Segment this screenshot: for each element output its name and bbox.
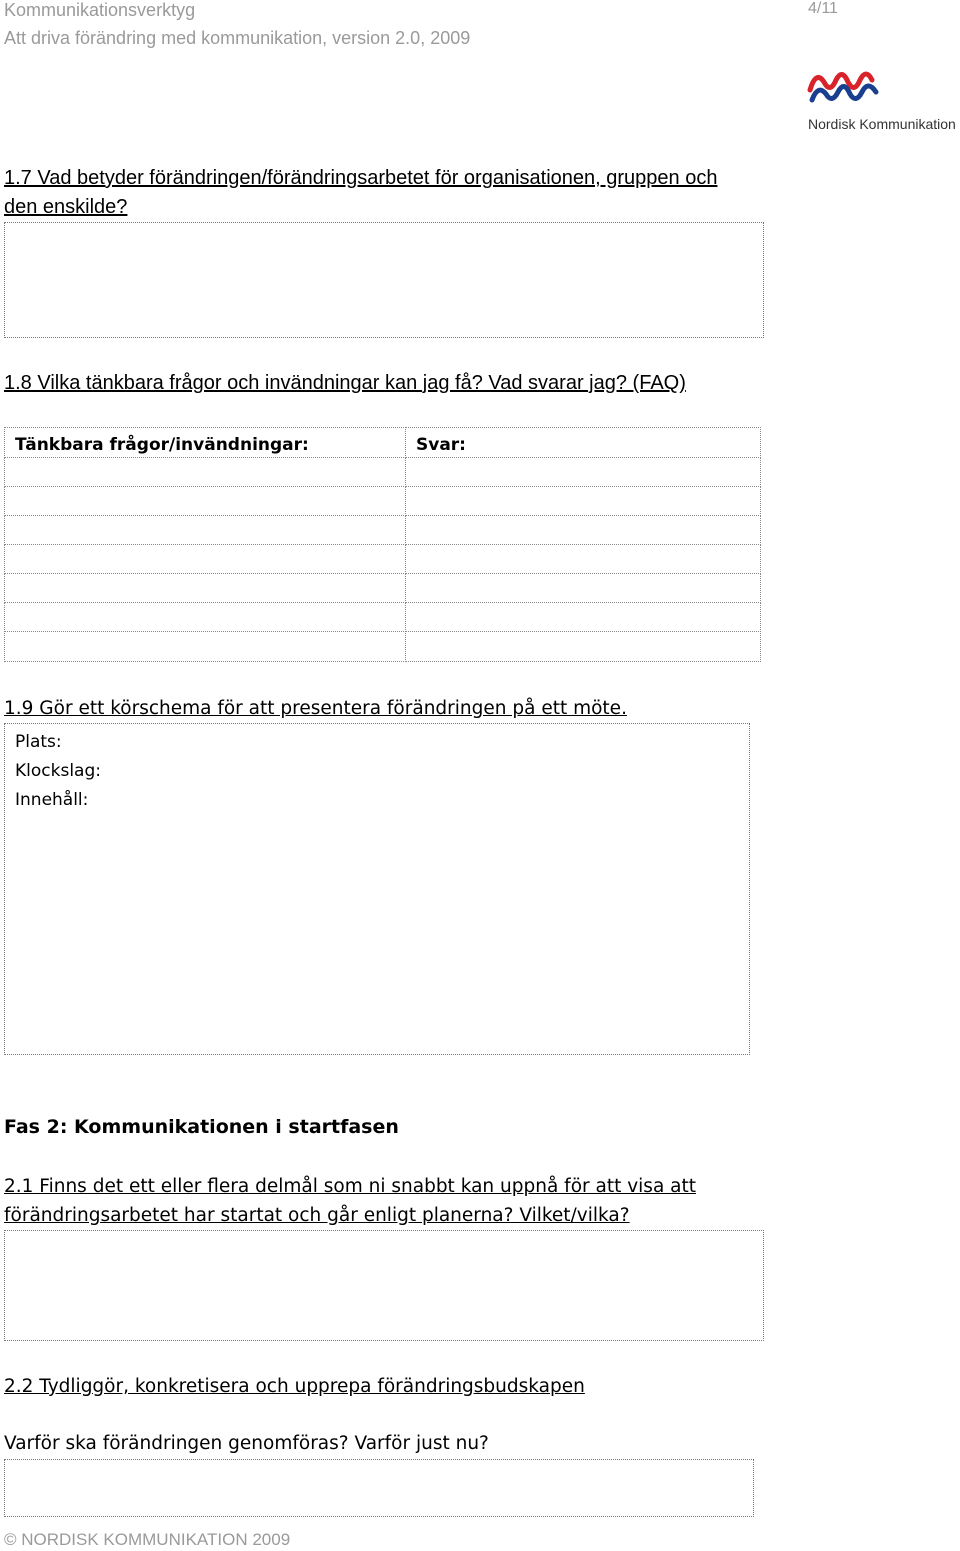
faq-header-questions	[4, 427, 406, 458]
document-title: Kommunikationsverktyg	[4, 0, 196, 20]
faq-cell-q7[interactable]	[4, 631, 406, 662]
faq-cell-a7[interactable]	[405, 631, 761, 662]
innehall-label: Innehåll:	[15, 790, 89, 810]
answer-box-2-1[interactable]	[4, 1230, 764, 1341]
faq-header-answers	[405, 427, 761, 458]
question-1-7-line2: den enskilde?	[4, 196, 128, 218]
page-number: 4/11	[808, 0, 838, 17]
logo-text: Nordisk Kommunikation	[808, 116, 956, 132]
logo-waves-icon	[806, 66, 886, 110]
faq-cell-a2[interactable]	[405, 486, 761, 516]
question-2-1-line1: 2.1 Finns det ett eller flera delmål som ni snabbt kan uppnå för att visa att	[4, 1176, 697, 1197]
faq-cell-q2[interactable]	[4, 486, 406, 516]
footer-copyright: © NORDISK KOMMUNIKATION 2009	[4, 1530, 291, 1549]
faq-col1-label: Tänkbara frågor/invändningar:	[15, 435, 309, 455]
faq-cell-q5[interactable]	[4, 573, 406, 603]
phase-2-heading: Fas 2: Kommunikationen i startfasen	[4, 1116, 399, 1138]
faq-cell-q4[interactable]	[4, 544, 406, 574]
answer-box-2-2[interactable]	[4, 1459, 754, 1517]
company-logo	[806, 66, 960, 136]
question-1-9: 1.9 Gör ett körschema för att presentera förändringen på ett möte.	[4, 698, 627, 719]
faq-cell-a3[interactable]	[405, 515, 761, 545]
klockslag-label: Klockslag:	[15, 761, 101, 781]
plats-label: Plats:	[15, 732, 62, 752]
faq-cell-a1[interactable]	[405, 457, 761, 487]
document-subtitle: Att driva förändring med kommunikation, version 2.0, 2009	[4, 28, 471, 48]
question-2-2: 2.2 Tydliggör, konkretisera och upprepa förändringsbudskapen	[4, 1376, 585, 1397]
faq-cell-a6[interactable]	[405, 602, 761, 632]
faq-cell-a5[interactable]	[405, 573, 761, 603]
faq-cell-q1[interactable]	[4, 457, 406, 487]
faq-cell-q6[interactable]	[4, 602, 406, 632]
faq-cell-a4[interactable]	[405, 544, 761, 574]
question-1-7-line1: 1.7 Vad betyder förändringen/förändringsarbetet för organisationen, gruppen och	[4, 167, 718, 189]
question-2-2-why: Varför ska förändringen genomföras? Varför just nu?	[4, 1433, 489, 1454]
faq-cell-q3[interactable]	[4, 515, 406, 545]
question-1-8: 1.8 Vilka tänkbara frågor och invändningar kan jag få? Vad svarar jag? (FAQ)	[4, 372, 686, 394]
question-2-1-line2: förändringsarbetet har startat och går enligt planerna? Vilket/vilka?	[4, 1205, 630, 1226]
schedule-box[interactable]	[4, 723, 750, 1055]
faq-col2-label: Svar:	[416, 435, 466, 455]
answer-box-1-7[interactable]	[4, 222, 764, 338]
